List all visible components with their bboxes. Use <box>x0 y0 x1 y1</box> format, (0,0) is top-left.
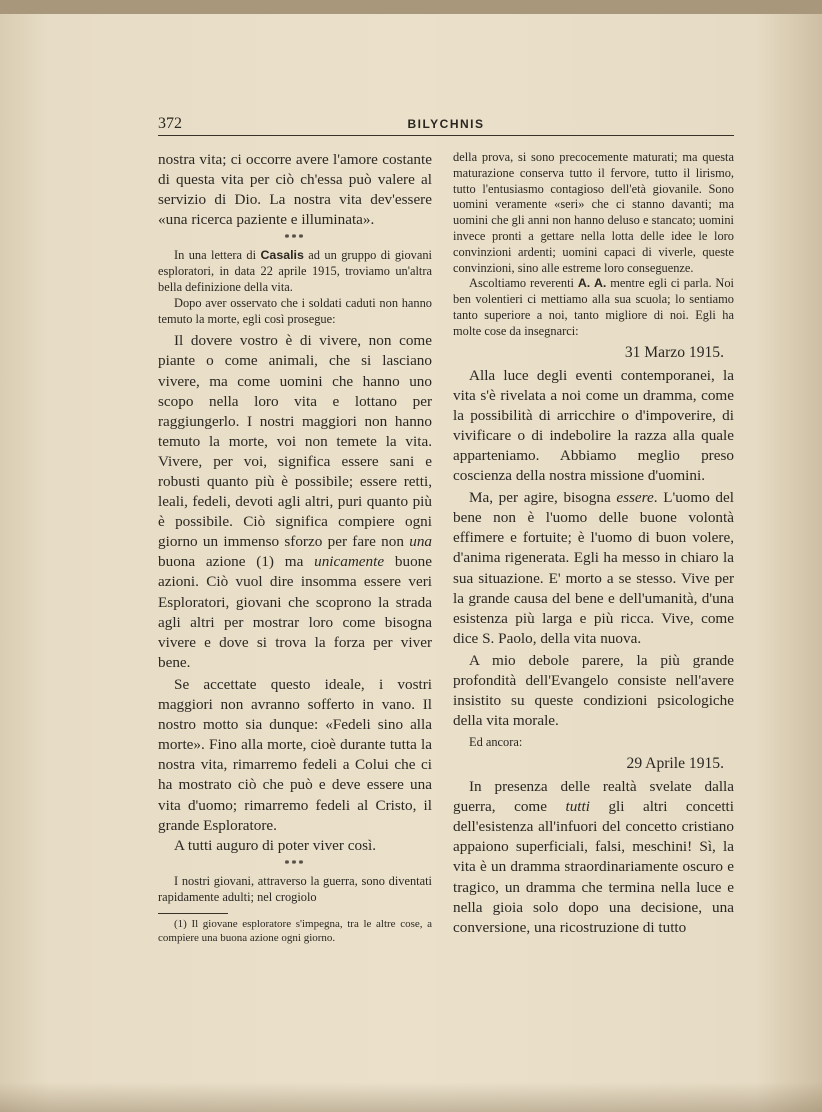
text-run: . L'uomo del bene non è l'uomo delle buone volontà effimere e fortuite; è l'uomo di buon volere, d'anima rigenerata. Egli ha messo in chiaro la sua situazione. E' morto a se stesso. Vive per la grande causa del bene e dell'umanità, d'una esistenza più larga e più ricca. Vive, come dice S. Paolo, della vita nuova. <box>453 489 734 647</box>
quote-paragraph: Se accettate questo ideale, i vostri maggiori non avranno sofferto in vano. Il nostro motto sia dunque: «Fedeli sino alla morte». Fino alla morte, cioè durante tutta la nostra vita, rimarremo fedeli a Colui che ci ha mostrato ciò che può e deve essere una vita d'uomo; rimarremo fedeli al Cristo, il grande Esploratore. <box>158 675 432 834</box>
paragraph <box>453 276 734 339</box>
quote-paragraph: A mio debole parere, la più grande profondità dell'Evangelo consiste nell'avere insistito su queste condizioni psicologiche della vita morale. <box>453 651 734 730</box>
text-run: Ma, per agire, bisogna <box>469 489 617 507</box>
paragraph: Dopo aver osservato che i soldati caduti non hanno temuto la morte, egli così prosegue: <box>158 295 432 326</box>
section-separator: *** <box>284 858 306 870</box>
text-run: In presenza delle realtà svelate dalla guerra, come <box>453 778 734 816</box>
emphasis: una <box>409 533 432 551</box>
page-number: 372 <box>158 115 182 132</box>
quote-paragraph <box>453 777 734 938</box>
emphasis: tutti <box>565 798 590 816</box>
text-run: Ascoltiamo reverenti <box>469 276 578 291</box>
paragraph: della prova, si sono precocemente maturati; ma questa maturazione conserva tutto il fervore, tutto il lirismo, tutto l'entusiasmo contagioso dell'età giovanile. Sono uomini veramente «seri» che ci stanno davanti; ma uomini che gli anni non hanno deluso e stancato; uomini invece pronti a gettare nella lotta delle idee le loro convinzioni ardenti; uomini capaci di viverle, queste convinzioni, sino alle estreme loro conseguenze. <box>453 150 734 275</box>
footnote: (1) Il giovane esploratore s'impegna, tra le altre cose, a compiere una buona azione ogni giorno. <box>158 918 432 944</box>
letter-date: 31 Marzo 1915. <box>624 343 724 361</box>
footnote-rule <box>158 913 228 914</box>
paragraph <box>158 248 432 295</box>
quote-paragraph: Alla luce degli eventi contemporanei, la vita s'è rivelata a noi come un dramma, come la possibilità di arricchire o d'impoverire, di vivificare o di indebolire la razza alla quale apparteniamo. Abbiamo meglio preso coscienza della nostra missione d'uomini. <box>453 366 734 485</box>
text-run: gli altri concetti dell'esistenza all'infuori del concetto cristiano appaiono superficiali, falsi, meschini! Sì, la vita è un dramma straordinariamente oscuro e tragico, un dramma che termina nella luce e nella gioia solo dopo una decisione, una conversione, una ricostruzione di tutto <box>453 798 734 936</box>
author-name: Casalis <box>260 248 304 263</box>
text-run: Il dovere vostro è di vivere, non come piante o come animali, che si lasciano vivere, ma come uomini che hanno uno scopo nella loro vita e lottano per raggiungerlo. I nostri maggiori non hanno temuto la morte, voi non temete la vita. Vivere, per voi, significa essere sani e robusti quanto più è possibile; essere retti, leali, fedeli, devoti agli altri, puri quanto più è possibile. Ciò significa compiere ogni giorno un immenso sforzo per fare non <box>158 332 432 551</box>
emphasis: essere <box>616 489 654 507</box>
text-run: In una lettera di <box>174 248 261 263</box>
quote-paragraph: A tutti auguro di poter viver così. <box>174 836 377 854</box>
text-run: buona azione (1) ma <box>158 553 315 571</box>
running-title: BILYCHNIS <box>407 117 485 131</box>
author-name: A. A. <box>577 276 607 291</box>
paragraph: nostra vita; ci occorre avere l'amore costante di questa vita per ciò ch'essa può valere al servizio di Dio. La nostra vita dev'essere «una ricerca paziente e illuminata». <box>158 151 432 229</box>
emphasis: unicamente <box>314 553 385 571</box>
section-separator: *** <box>284 233 306 245</box>
quote-paragraph <box>158 331 432 673</box>
text-run: ad un gruppo di giovani esploratori, in data 22 aprile 1915, troviamo un'altra bella definizione della vita. <box>158 248 432 294</box>
left-column <box>158 150 432 946</box>
text-run: mentre egli ci parla. Noi ben volentieri ci mettiamo alla sua scuola; lo sentiamo tanto superiore a noi, tanto migliore di noi. Egli ha molte cose da insegnarci: <box>453 276 734 338</box>
page-header <box>158 115 734 136</box>
paragraph: Ed ancora: <box>469 735 523 750</box>
text-run: buone azioni. Ciò vuol dire insomma essere veri Esploratori, giovani che scoprono la strada agli altri per mostrar loro come bisogna vivere e dove si trova la forza per viver bene. <box>158 553 432 671</box>
right-column <box>453 150 734 938</box>
paragraph: I nostri giovani, attraverso la guerra, sono diventati rapidamente adulti; nel crogiolo <box>158 873 432 904</box>
letter-date: 29 Aprile 1915. <box>626 755 724 773</box>
quote-paragraph <box>453 488 734 649</box>
